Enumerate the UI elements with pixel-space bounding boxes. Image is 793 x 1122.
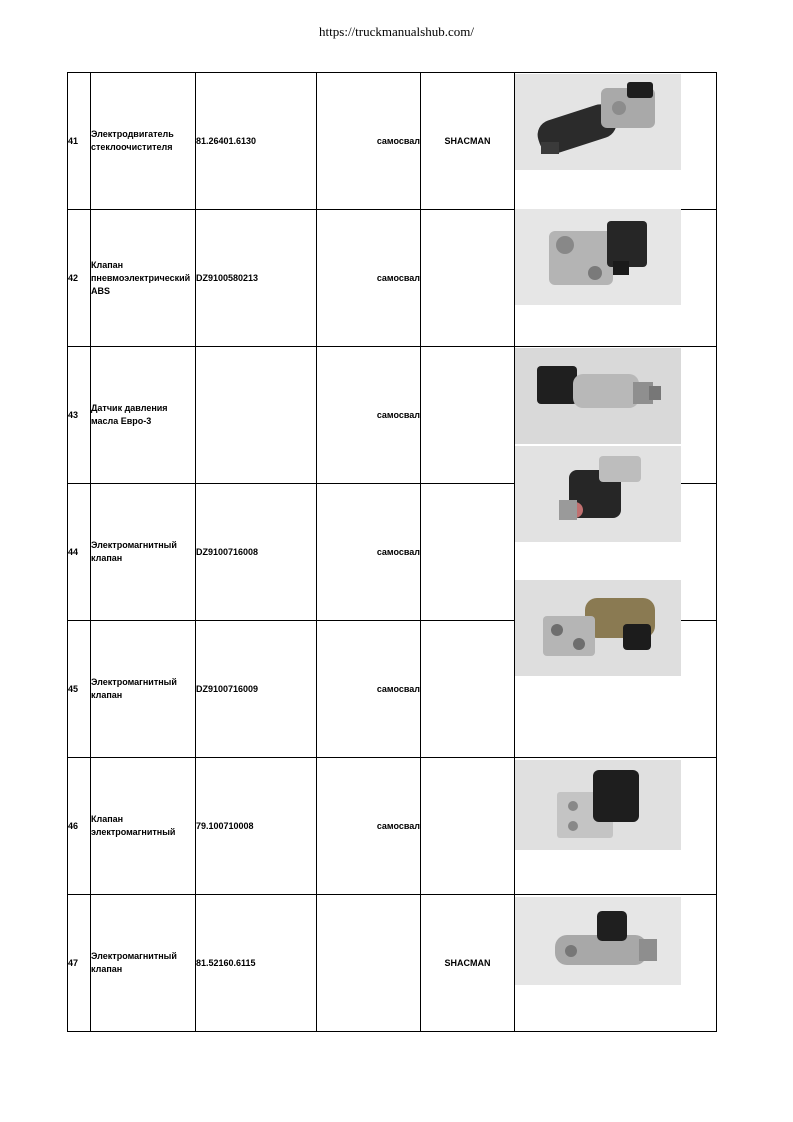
brand: SHACMAN	[421, 895, 515, 1032]
vehicle-type: самосвал	[317, 621, 421, 758]
vehicle-type: самосвал	[317, 210, 421, 347]
part-name: Датчик давления масла Евро-3	[91, 347, 196, 484]
part-code: DZ9100716008	[196, 484, 317, 621]
row-number: 44	[68, 484, 91, 621]
vehicle-type: самосвал	[317, 347, 421, 484]
solenoid-valve-photo	[515, 580, 681, 676]
row-number: 45	[68, 621, 91, 758]
part-name: Клапан пневмоэлектрический ABS	[91, 210, 196, 347]
brand	[421, 621, 515, 758]
part-name: Электромагнитный клапан	[91, 484, 196, 621]
solenoid-valve-photo	[515, 897, 681, 985]
part-code: 81.52160.6115	[196, 895, 317, 1032]
row-number: 43	[68, 347, 91, 484]
part-name: Электромагнитный клапан	[91, 621, 196, 758]
part-code: DZ9100580213	[196, 210, 317, 347]
abs-valve-photo	[515, 209, 681, 305]
part-name: Электродвигатель стеклоочистителя	[91, 73, 196, 210]
row-number: 41	[68, 73, 91, 210]
solenoid-valve-photo	[515, 446, 681, 542]
oil-pressure-sensor-photo	[515, 348, 681, 444]
row-number: 46	[68, 758, 91, 895]
brand	[421, 210, 515, 347]
vehicle-type: самосвал	[317, 758, 421, 895]
part-name: Электромагнитный клапан	[91, 895, 196, 1032]
vehicle-type: самосвал	[317, 73, 421, 210]
brand	[421, 484, 515, 621]
source-url[interactable]: https://truckmanualshub.com/	[319, 24, 474, 39]
brand	[421, 347, 515, 484]
brand	[421, 758, 515, 895]
wiper-motor-photo	[515, 74, 681, 170]
part-code: DZ9100716009	[196, 621, 317, 758]
part-code	[196, 347, 317, 484]
vehicle-type	[317, 895, 421, 1032]
row-number: 47	[68, 895, 91, 1032]
row-number: 42	[68, 210, 91, 347]
solenoid-valve-block-photo	[515, 760, 681, 850]
brand: SHACMAN	[421, 73, 515, 210]
part-name: Клапан электромагнитный	[91, 758, 196, 895]
part-code: 81.26401.6130	[196, 73, 317, 210]
part-code: 79.100710008	[196, 758, 317, 895]
vehicle-type: самосвал	[317, 484, 421, 621]
